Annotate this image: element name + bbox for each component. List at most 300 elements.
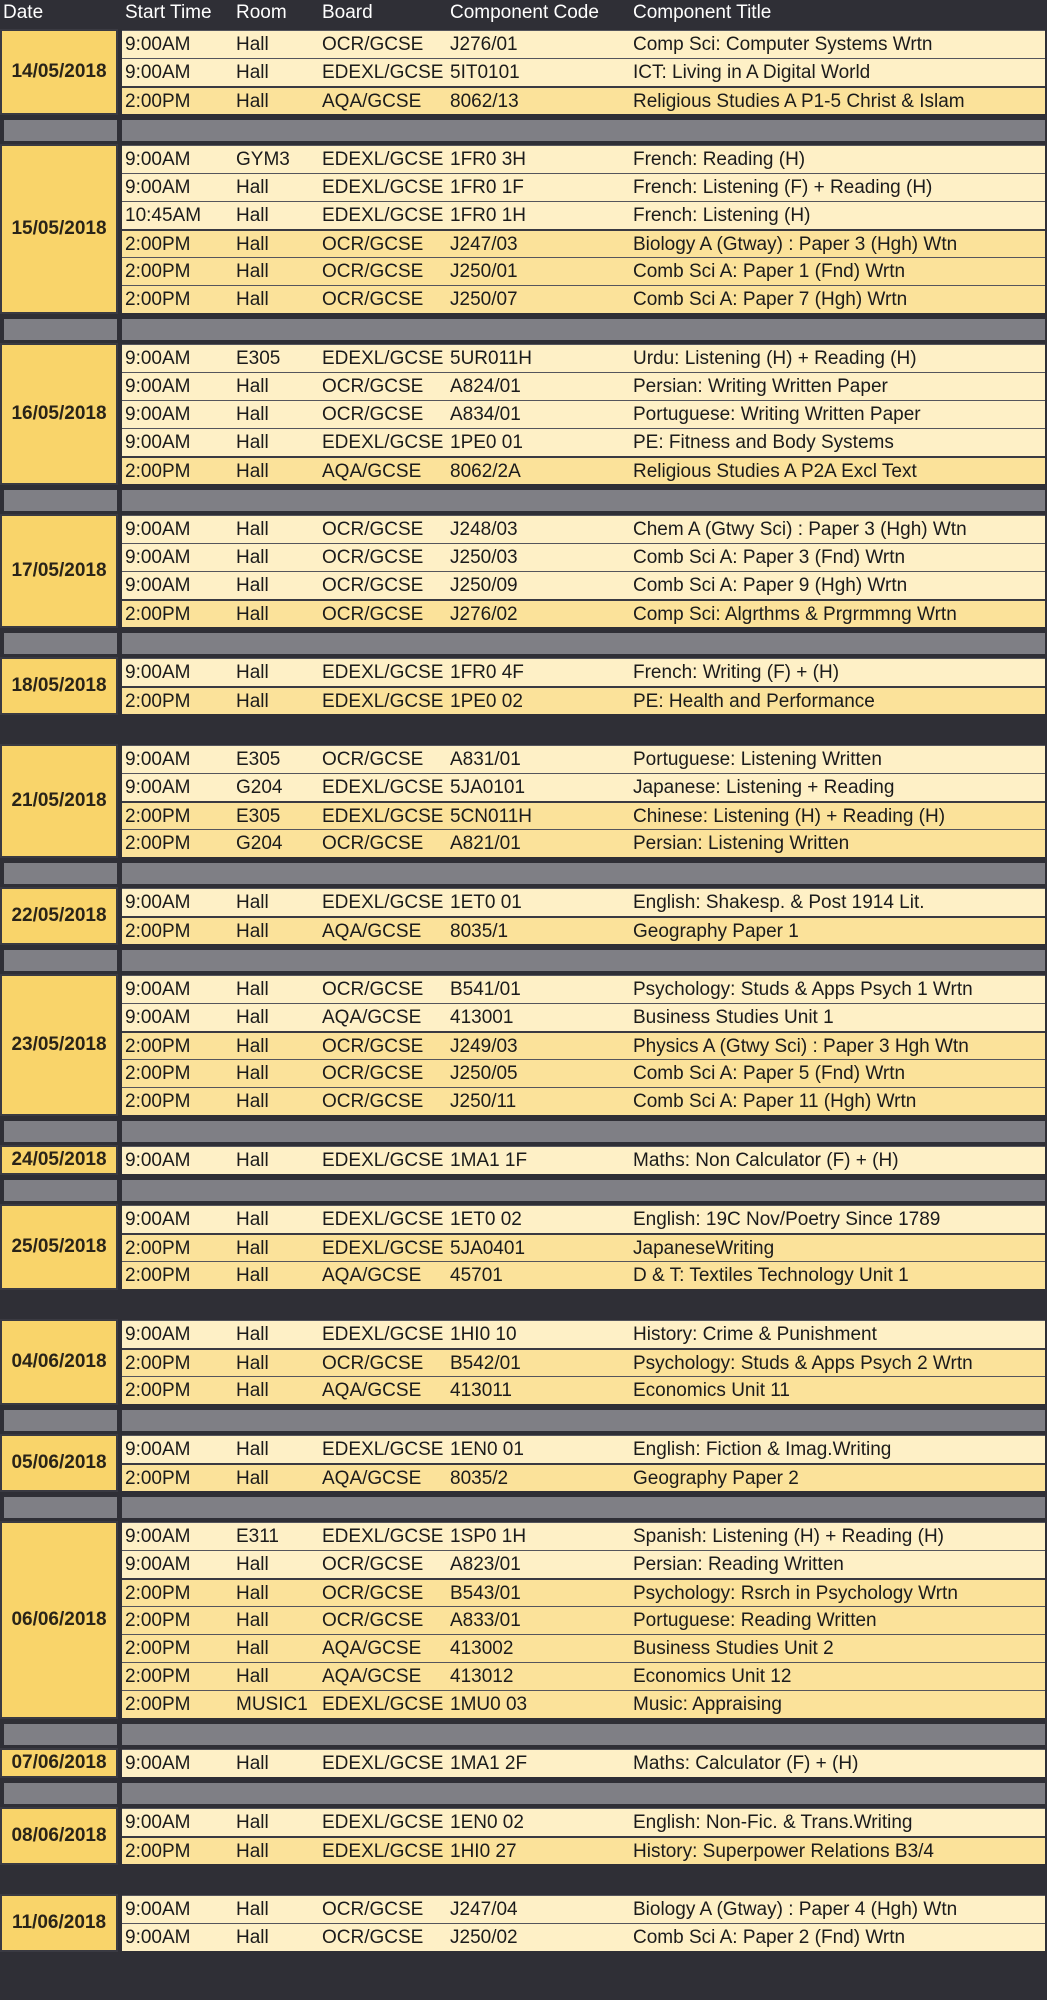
board-cell: AQA/GCSE	[322, 1265, 422, 1286]
room-cell: Hall	[236, 177, 269, 198]
day-block	[0, 1319, 1047, 1405]
separator-bar	[4, 319, 117, 340]
room-cell: Hall	[236, 1583, 269, 1604]
day-separator	[0, 485, 1047, 514]
board-cell: EDEXL/GCSE	[322, 1753, 444, 1774]
component-title-cell: Religious Studies A P2A Excl Text	[633, 461, 917, 482]
week-separator	[0, 1865, 1047, 1894]
day-block	[0, 1434, 1047, 1492]
component-code-cell: 5IT0101	[450, 62, 520, 83]
board-cell: OCR/GCSE	[322, 749, 424, 770]
separator-bar	[4, 1783, 117, 1804]
separator-bar	[4, 1497, 117, 1518]
component-title-cell: Persian: Reading Written	[633, 1554, 844, 1575]
session-row	[122, 543, 1045, 571]
day-separator	[0, 1175, 1047, 1204]
component-title-cell: Comp Sci: Computer Systems Wrtn	[633, 34, 933, 55]
component-code-cell: 5JA0401	[450, 1238, 526, 1259]
component-code-cell: J250/03	[450, 547, 518, 568]
room-cell: Hall	[236, 34, 269, 55]
day-separator	[0, 945, 1047, 974]
component-title-cell: Spanish: Listening (H) + Reading (H)	[633, 1526, 945, 1547]
board-cell: OCR/GCSE	[322, 1610, 424, 1631]
day-separator	[0, 1116, 1047, 1145]
component-title-cell: Portuguese: Writing Written Paper	[633, 404, 921, 425]
session-row	[122, 145, 1045, 173]
component-title-cell: Chem A (Gtwy Sci) : Paper 3 (Hgh) Wtn	[633, 519, 967, 540]
component-title-cell: Geography Paper 1	[633, 921, 799, 942]
start-time-cell: 9:00AM	[125, 1324, 191, 1345]
component-code-cell: 8062/2A	[450, 461, 521, 482]
component-code-cell: 413012	[450, 1666, 514, 1687]
board-cell: EDEXL/GCSE	[322, 1324, 444, 1345]
session-row	[122, 1059, 1045, 1087]
room-cell: Hall	[236, 62, 269, 83]
start-time-cell: 2:00PM	[125, 1638, 191, 1659]
board-cell: OCR/GCSE	[322, 261, 424, 282]
week-separator	[0, 715, 1047, 744]
board-cell: EDEXL/GCSE	[322, 1209, 444, 1230]
component-title-cell: Biology A (Gtway) : Paper 3 (Hgh) Wtn	[633, 234, 958, 255]
start-time-cell: 2:00PM	[125, 1063, 191, 1084]
component-code-cell: 1SP0 1H	[450, 1526, 527, 1547]
room-cell: E305	[236, 348, 281, 369]
component-code-cell: 1MA1 2F	[450, 1753, 528, 1774]
board-cell: OCR/GCSE	[322, 289, 424, 310]
room-cell: Hall	[236, 1324, 269, 1345]
component-title-cell: Comb Sci A: Paper 9 (Hgh) Wrtn	[633, 575, 908, 596]
day-separator	[0, 1405, 1047, 1434]
room-cell: MUSIC1	[236, 1694, 308, 1715]
week-separator	[0, 1290, 1047, 1319]
timetable-body	[0, 29, 1047, 1952]
component-code-cell: J249/03	[450, 1036, 518, 1057]
day-separator	[0, 314, 1047, 343]
component-code-cell: 1FR0 1F	[450, 177, 524, 198]
separator-bar	[122, 319, 1045, 340]
start-time-cell: 2:00PM	[125, 234, 191, 255]
session-row	[122, 1923, 1045, 1951]
component-title-cell: Psychology: Studs & Apps Psych 2 Wrtn	[633, 1353, 973, 1374]
component-title-cell: Psychology: Rsrch in Psychology Wrtn	[633, 1583, 958, 1604]
start-time-cell: 2:00PM	[125, 1694, 191, 1715]
session-row	[122, 1463, 1045, 1491]
room-cell: Hall	[236, 1468, 269, 1489]
component-code-cell: 1ET0 02	[450, 1209, 522, 1230]
separator-bar	[122, 863, 1045, 884]
session-row	[122, 1261, 1045, 1289]
session-row	[122, 1348, 1045, 1376]
day-block	[0, 1894, 1047, 1952]
session-row	[122, 1606, 1045, 1634]
room-cell: Hall	[236, 1753, 269, 1774]
date-cell: 14/05/2018	[0, 29, 118, 115]
component-code-cell: A831/01	[450, 749, 521, 770]
start-time-cell: 9:00AM	[125, 547, 191, 568]
start-time-cell: 9:00AM	[125, 404, 191, 425]
component-code-cell: B542/01	[450, 1353, 521, 1374]
board-cell: AQA/GCSE	[322, 1468, 422, 1489]
day-separator	[0, 1778, 1047, 1807]
room-cell: Hall	[236, 1150, 269, 1171]
date-cell: 18/05/2018	[0, 657, 118, 715]
start-time-cell: 2:00PM	[125, 289, 191, 310]
session-row	[122, 829, 1045, 857]
session-row	[122, 1895, 1045, 1923]
session-row	[122, 745, 1045, 773]
day-block	[0, 744, 1047, 858]
board-cell: EDEXL/GCSE	[322, 1238, 444, 1259]
session-row	[122, 86, 1045, 114]
separator-bar	[122, 1121, 1045, 1142]
header-date: Date	[3, 2, 44, 23]
component-code-cell: J250/07	[450, 289, 518, 310]
room-cell: Hall	[236, 1610, 269, 1631]
room-cell: Hall	[236, 1238, 269, 1259]
room-cell: Hall	[236, 1007, 269, 1028]
start-time-cell: 2:00PM	[125, 1091, 191, 1112]
room-cell: Hall	[236, 921, 269, 942]
start-time-cell: 9:00AM	[125, 1753, 191, 1774]
room-cell: Hall	[236, 1638, 269, 1659]
component-title-cell: PE: Health and Performance	[633, 691, 875, 712]
session-row	[122, 1376, 1045, 1404]
component-title-cell: History: Crime & Punishment	[633, 1324, 877, 1345]
session-row	[122, 1662, 1045, 1690]
component-code-cell: 413001	[450, 1007, 514, 1028]
board-cell: OCR/GCSE	[322, 1353, 424, 1374]
session-row	[122, 372, 1045, 400]
board-cell: OCR/GCSE	[322, 1554, 424, 1575]
session-row	[122, 1578, 1045, 1606]
board-cell: EDEXL/GCSE	[322, 149, 444, 170]
board-cell: OCR/GCSE	[322, 575, 424, 596]
room-cell: E305	[236, 749, 281, 770]
separator-bar	[4, 120, 117, 141]
start-time-cell: 2:00PM	[125, 91, 191, 112]
start-time-cell: 2:00PM	[125, 833, 191, 854]
component-title-cell: Portuguese: Listening Written	[633, 749, 882, 770]
board-cell: OCR/GCSE	[322, 833, 424, 854]
start-time-cell: 2:00PM	[125, 1353, 191, 1374]
component-title-cell: English: Fiction & Imag.Writing	[633, 1439, 892, 1460]
component-code-cell: 1EN0 01	[450, 1439, 524, 1460]
session-row	[122, 229, 1045, 257]
session-row	[122, 285, 1045, 313]
session-row	[122, 58, 1045, 86]
date-cell: 06/06/2018	[0, 1521, 118, 1719]
session-row	[122, 30, 1045, 58]
room-cell: Hall	[236, 1063, 269, 1084]
room-cell: Hall	[236, 1439, 269, 1460]
day-block	[0, 1748, 1047, 1778]
separator-bar	[4, 863, 117, 884]
component-code-cell: A821/01	[450, 833, 521, 854]
separator-bar	[122, 1180, 1045, 1201]
board-cell: OCR/GCSE	[322, 376, 424, 397]
day-block	[0, 343, 1047, 485]
start-time-cell: 9:00AM	[125, 1007, 191, 1028]
room-cell: Hall	[236, 1927, 269, 1948]
room-cell: Hall	[236, 604, 269, 625]
board-cell: EDEXL/GCSE	[322, 1841, 444, 1862]
component-title-cell: Comb Sci A: Paper 2 (Fnd) Wrtn	[633, 1927, 906, 1948]
component-code-cell: 413011	[450, 1380, 512, 1401]
session-row	[122, 515, 1045, 543]
component-title-cell: Comb Sci A: Paper 5 (Fnd) Wrtn	[633, 1063, 906, 1084]
session-row	[122, 658, 1045, 686]
component-title-cell: Comb Sci A: Paper 3 (Fnd) Wrtn	[633, 547, 906, 568]
component-title-cell: Economics Unit 12	[633, 1666, 792, 1687]
day-separator	[0, 1719, 1047, 1748]
start-time-cell: 9:00AM	[125, 575, 191, 596]
session-row	[122, 773, 1045, 801]
room-cell: Hall	[236, 1380, 269, 1401]
start-time-cell: 2:00PM	[125, 1583, 191, 1604]
day-block	[0, 514, 1047, 628]
start-time-cell: 9:00AM	[125, 979, 191, 1000]
component-code-cell: J276/02	[450, 604, 518, 625]
start-time-cell: 2:00PM	[125, 806, 191, 827]
board-cell: AQA/GCSE	[322, 461, 422, 482]
board-cell: EDEXL/GCSE	[322, 348, 444, 369]
component-title-cell: D & T: Textiles Technology Unit 1	[633, 1265, 909, 1286]
date-cell: 11/06/2018	[0, 1894, 118, 1952]
session-row	[122, 1749, 1045, 1777]
board-cell: OCR/GCSE	[322, 547, 424, 568]
day-block	[0, 657, 1047, 715]
session-row	[122, 1808, 1045, 1836]
component-code-cell: 1FR0 4F	[450, 662, 524, 683]
session-row	[122, 571, 1045, 599]
board-cell: AQA/GCSE	[322, 91, 422, 112]
component-code-cell: 5JA0101	[450, 777, 526, 798]
component-code-cell: 1FR0 1H	[450, 205, 527, 226]
board-cell: OCR/GCSE	[322, 604, 424, 625]
room-cell: Hall	[236, 234, 269, 255]
start-time-cell: 9:00AM	[125, 149, 191, 170]
start-time-cell: 2:00PM	[125, 1468, 191, 1489]
component-code-cell: J247/04	[450, 1899, 518, 1920]
component-title-cell: French: Listening (H)	[633, 205, 811, 226]
component-title-cell: Maths: Calculator (F) + (H)	[633, 1753, 859, 1774]
start-time-cell: 9:00AM	[125, 1526, 191, 1547]
room-cell: Hall	[236, 979, 269, 1000]
component-code-cell: J276/01	[450, 34, 518, 55]
date-cell: 05/06/2018	[0, 1434, 118, 1492]
session-row	[122, 257, 1045, 285]
day-block	[0, 144, 1047, 314]
date-cell: 07/06/2018	[0, 1748, 118, 1778]
room-cell: E311	[236, 1526, 279, 1547]
session-row	[122, 1031, 1045, 1059]
start-time-cell: 2:00PM	[125, 1666, 191, 1687]
start-time-cell: 2:00PM	[125, 1610, 191, 1631]
component-code-cell: 5CN011H	[450, 806, 533, 827]
room-cell: Hall	[236, 205, 269, 226]
component-code-cell: 1EN0 02	[450, 1812, 524, 1833]
day-block	[0, 1521, 1047, 1719]
start-time-cell: 9:00AM	[125, 749, 191, 770]
component-code-cell: 1PE0 02	[450, 691, 523, 712]
start-time-cell: 2:00PM	[125, 261, 191, 282]
room-cell: Hall	[236, 1554, 269, 1575]
start-time-cell: 9:00AM	[125, 1927, 191, 1948]
session-row	[122, 1435, 1045, 1463]
session-row	[122, 1087, 1045, 1115]
board-cell: OCR/GCSE	[322, 404, 424, 425]
component-title-cell: French: Listening (F) + Reading (H)	[633, 177, 933, 198]
component-title-cell: PE: Fitness and Body Systems	[633, 432, 894, 453]
component-title-cell: Comb Sci A: Paper 11 (Hgh) Wrtn	[633, 1091, 917, 1112]
board-cell: EDEXL/GCSE	[322, 1694, 444, 1715]
separator-bar	[122, 1497, 1045, 1518]
component-title-cell: Comb Sci A: Paper 1 (Fnd) Wrtn	[633, 261, 906, 282]
session-row	[122, 1146, 1045, 1174]
room-cell: Hall	[236, 892, 269, 913]
start-time-cell: 2:00PM	[125, 691, 191, 712]
component-title-cell: Physics A (Gtwy Sci) : Paper 3 Hgh Wtn	[633, 1036, 969, 1057]
start-time-cell: 9:00AM	[125, 1812, 191, 1833]
component-code-cell: 1MU0 03	[450, 1694, 528, 1715]
room-cell: Hall	[236, 1209, 269, 1230]
component-title-cell: Comp Sci: Algrthms & Prgrmmng Wrtn	[633, 604, 957, 625]
session-row	[122, 686, 1045, 714]
start-time-cell: 9:00AM	[125, 892, 191, 913]
board-cell: OCR/GCSE	[322, 1063, 424, 1084]
component-title-cell: Chinese: Listening (H) + Reading (H)	[633, 806, 946, 827]
session-row	[122, 1522, 1045, 1550]
room-cell: G204	[236, 777, 283, 798]
start-time-cell: 2:00PM	[125, 1265, 191, 1286]
board-cell: EDEXL/GCSE	[322, 205, 444, 226]
component-title-cell: Psychology: Studs & Apps Psych 1 Wrtn	[633, 979, 973, 1000]
component-title-cell: Urdu: Listening (H) + Reading (H)	[633, 348, 917, 369]
component-code-cell: 413002	[450, 1638, 514, 1659]
start-time-cell: 9:00AM	[125, 1899, 191, 1920]
start-time-cell: 2:00PM	[125, 1036, 191, 1057]
session-row	[122, 1550, 1045, 1578]
board-cell: EDEXL/GCSE	[322, 1526, 444, 1547]
start-time-cell: 2:00PM	[125, 604, 191, 625]
day-separator	[0, 115, 1047, 144]
start-time-cell: 9:00AM	[125, 432, 191, 453]
board-cell: AQA/GCSE	[322, 1007, 422, 1028]
component-title-cell: ICT: Living in A Digital World	[633, 62, 871, 83]
separator-bar	[122, 490, 1045, 511]
component-code-cell: 1HI0 27	[450, 1841, 517, 1862]
room-cell: Hall	[236, 1812, 269, 1833]
session-row	[122, 975, 1045, 1003]
component-title-cell: Japanese: Listening + Reading	[633, 777, 895, 798]
board-cell: OCR/GCSE	[322, 234, 424, 255]
start-time-cell: 2:00PM	[125, 1380, 191, 1401]
day-block	[0, 1204, 1047, 1290]
component-title-cell: History: Superpower Relations B3/4	[633, 1841, 934, 1862]
component-title-cell: Business Studies Unit 2	[633, 1638, 834, 1659]
session-row	[122, 1634, 1045, 1662]
component-title-cell: JapaneseWriting	[633, 1238, 775, 1259]
component-code-cell: 1PE0 01	[450, 432, 523, 453]
start-time-cell: 9:00AM	[125, 376, 191, 397]
component-title-cell: Comb Sci A: Paper 7 (Hgh) Wrtn	[633, 289, 908, 310]
session-row	[122, 1320, 1045, 1348]
board-cell: AQA/GCSE	[322, 1380, 422, 1401]
date-cell: 22/05/2018	[0, 887, 118, 945]
separator-bar	[4, 633, 117, 654]
start-time-cell: 9:00AM	[125, 519, 191, 540]
start-time-cell: 9:00AM	[125, 662, 191, 683]
session-row	[122, 201, 1045, 229]
session-row	[122, 1690, 1045, 1718]
session-row	[122, 1205, 1045, 1233]
component-code-cell: A824/01	[450, 376, 521, 397]
start-time-cell: 9:00AM	[125, 777, 191, 798]
separator-bar	[122, 1410, 1045, 1431]
start-time-cell: 2:00PM	[125, 1841, 191, 1862]
day-block	[0, 1145, 1047, 1175]
session-row	[122, 428, 1045, 456]
date-cell: 24/05/2018	[0, 1145, 118, 1175]
component-code-cell: J250/05	[450, 1063, 518, 1084]
component-code-cell: 45701	[450, 1265, 503, 1286]
board-cell: EDEXL/GCSE	[322, 62, 444, 83]
room-cell: Hall	[236, 691, 269, 712]
room-cell: Hall	[236, 1841, 269, 1862]
board-cell: EDEXL/GCSE	[322, 892, 444, 913]
separator-bar	[4, 1121, 117, 1142]
day-separator	[0, 1492, 1047, 1521]
component-title-cell: Portuguese: Reading Written	[633, 1610, 877, 1631]
day-block	[0, 974, 1047, 1116]
date-cell: 25/05/2018	[0, 1204, 118, 1290]
room-cell: Hall	[236, 547, 269, 568]
board-cell: OCR/GCSE	[322, 1927, 424, 1948]
separator-bar	[122, 1783, 1045, 1804]
board-cell: OCR/GCSE	[322, 34, 424, 55]
component-title-cell: Business Studies Unit 1	[633, 1007, 834, 1028]
room-cell: G204	[236, 833, 283, 854]
board-cell: EDEXL/GCSE	[322, 777, 444, 798]
separator-bar	[4, 490, 117, 511]
header-start-time: Start Time	[125, 2, 212, 23]
component-code-cell: 5UR011H	[450, 348, 533, 369]
start-time-cell: 2:00PM	[125, 1238, 191, 1259]
header-component-title: Component Title	[633, 2, 772, 23]
component-code-cell: J250/09	[450, 575, 518, 596]
component-title-cell: Persian: Writing Written Paper	[633, 376, 888, 397]
session-row	[122, 599, 1045, 627]
component-title-cell: Persian: Listening Written	[633, 833, 850, 854]
separator-bar	[4, 1724, 117, 1745]
component-code-cell: A834/01	[450, 404, 521, 425]
board-cell: AQA/GCSE	[322, 921, 422, 942]
day-block	[0, 1807, 1047, 1865]
session-row	[122, 888, 1045, 916]
board-cell: EDEXL/GCSE	[322, 691, 444, 712]
board-cell: EDEXL/GCSE	[322, 1150, 444, 1171]
separator-bar	[122, 1724, 1045, 1745]
room-cell: Hall	[236, 404, 269, 425]
component-code-cell: B543/01	[450, 1583, 521, 1604]
room-cell: Hall	[236, 519, 269, 540]
start-time-cell: 9:00AM	[125, 348, 191, 369]
room-cell: Hall	[236, 575, 269, 596]
board-cell: OCR/GCSE	[322, 1899, 424, 1920]
component-code-cell: B541/01	[450, 979, 521, 1000]
board-cell: OCR/GCSE	[322, 979, 424, 1000]
component-code-cell: J247/03	[450, 234, 518, 255]
